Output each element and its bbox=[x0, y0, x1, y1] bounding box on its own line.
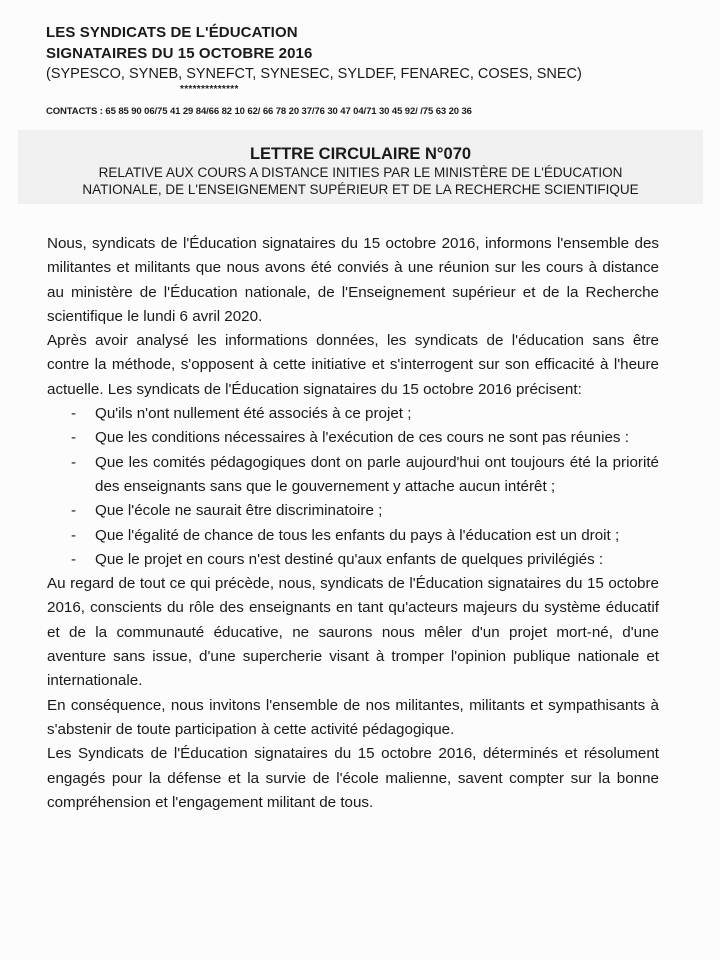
paragraph-position: Au regard de tout ce qui précède, nous, syndicats de l'Éducation signataires du 15 octobre 2016, conscients du rôle des enseignants en tant qu'acteurs majeurs du système éducatif et de la communauté éducative, ne saurons nous mêler d'un projet mort-né, d'une aventure sans issue, d'une supercherie visant à tromper l'opinion publique nationale et internationale. bbox=[47, 575, 659, 690]
title-box bbox=[18, 130, 703, 204]
letterhead bbox=[46, 22, 582, 84]
list-item bbox=[47, 402, 659, 426]
list-item-text: Qu'ils n'ont nullement été associés à ce projet ; bbox=[95, 405, 412, 423]
org-members: (SYPESCO, SYNEB, SYNEFCT, SYNESEC, SYLDEF, FENAREC, COSES, SNEC) bbox=[46, 66, 582, 82]
list-item bbox=[47, 524, 659, 548]
letter-title: LETTRE CIRCULAIRE N°070 bbox=[249, 145, 472, 163]
list-item-text: Que les comités pédagogiques dont on parle aujourd'hui ont toujours été la priorité des enseignants sans que le gouvernement y attache aucun intérêt ; bbox=[95, 453, 659, 495]
list-item bbox=[47, 548, 659, 572]
paragraph-analysis: Après avoir analysé les informations données, les syndicats de l'éducation sans être contre la méthode, s'opposent à cette initiative et s'interrogent sur son efficacité à l'heure actuelle. Les syndicats de l'Éducation signataires du 15 octobre 2016 précisent: bbox=[47, 332, 659, 398]
letter-body bbox=[47, 232, 659, 815]
org-name-line1: LES SYNDICATS DE L'ÉDUCATION bbox=[46, 24, 298, 41]
bullet-dash: - bbox=[71, 453, 77, 471]
org-name-line2: SIGNATAIRES DU 15 OCTOBRE 2016 bbox=[46, 45, 313, 62]
bullet-dash: - bbox=[71, 429, 77, 447]
list-item-text: Que l'égalité de chance de tous les enfants du pays à l'éducation est un droit ; bbox=[95, 526, 620, 544]
points-list bbox=[47, 402, 659, 572]
bullet-dash: - bbox=[71, 526, 77, 544]
list-item bbox=[47, 499, 659, 523]
letter-subject bbox=[18, 164, 703, 198]
letter-subject-line1: RELATIVE AUX COURS A DISTANCE INITIES PAR LE MINISTÈRE DE L'ÉDUCATION bbox=[98, 165, 623, 180]
paragraph-intro: Nous, syndicats de l'Éducation signataires du 15 octobre 2016, informons l'ensemble des militantes et militants que nous avons été conviés à une réunion sur les cours à distance au ministère de l'Éducation nationale, de l'Enseignement supérieur et de la Recherche scientifique le lundi 6 avril 2020. bbox=[47, 235, 659, 325]
header-separator: ************** bbox=[180, 84, 239, 95]
list-item-text: Que les conditions nécessaires à l'exécution de ces cours ne sont pas réunies : bbox=[95, 429, 629, 447]
bullet-dash: - bbox=[71, 405, 77, 423]
list-item-text: Que le projet en cours n'est destiné qu'aux enfants de quelques privilégiés : bbox=[95, 550, 604, 568]
paragraph-call-to-action: En conséquence, nous invitons l'ensemble de nos militantes, militants et sympathisants à s'abstenir de toute participation à cette activité pédagogique. bbox=[47, 696, 659, 738]
list-item bbox=[47, 426, 659, 450]
letter-subject-line2: NATIONALE, DE L'ENSEIGNEMENT SUPÉRIEUR ET DE LA RECHERCHE SCIENTIFIQUE bbox=[82, 182, 639, 197]
paragraph-closing: Les Syndicats de l'Éducation signataires du 15 octobre 2016, déterminés et résolument engagés pour la défense et la survie de l'école malienne, savent compter sur la bonne compréhension et l'engagement militant de tous. bbox=[47, 745, 659, 811]
contacts-line: CONTACTS : 65 85 90 06/75 41 29 84/66 82 10 62/ 66 78 20 37/76 30 47 04/71 30 45 92/ /75 63 20 36 bbox=[46, 106, 472, 117]
list-item bbox=[47, 451, 659, 500]
list-item-text: Que l'école ne saurait être discriminatoire ; bbox=[95, 502, 383, 520]
bullet-dash: - bbox=[71, 502, 77, 520]
bullet-dash: - bbox=[71, 550, 77, 568]
